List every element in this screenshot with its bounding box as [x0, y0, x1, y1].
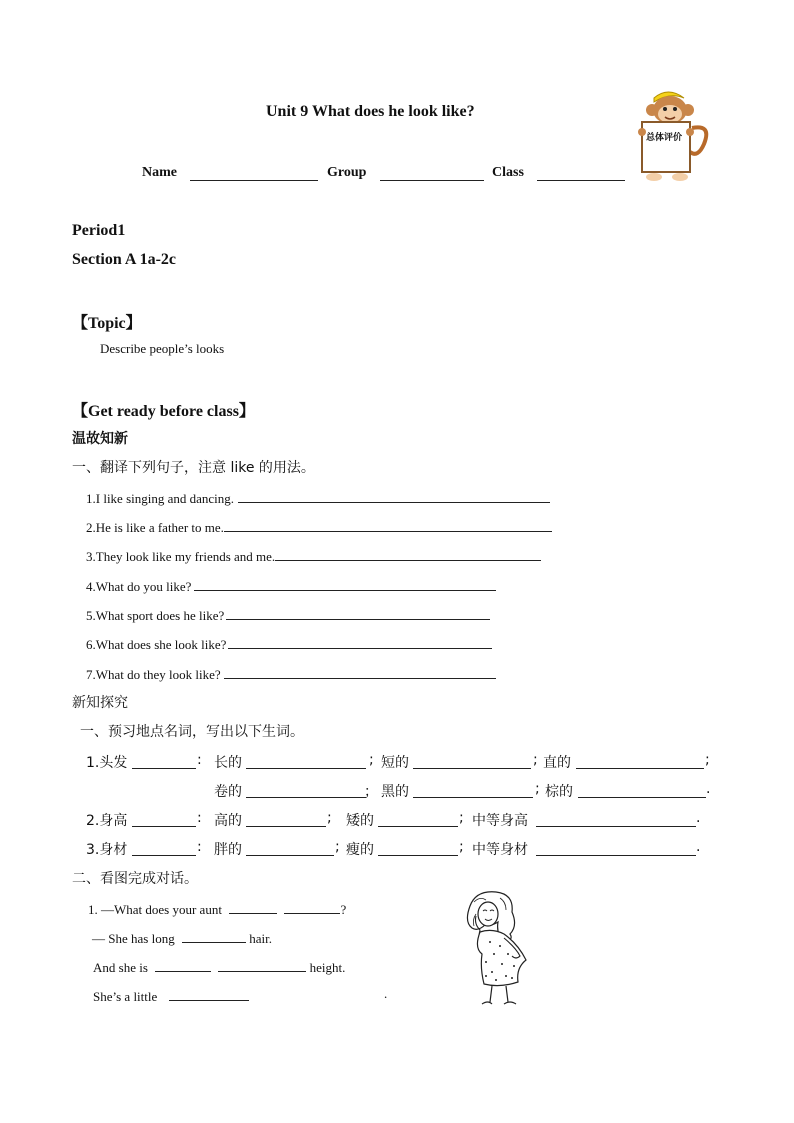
woman-illustration	[456, 888, 540, 1012]
separator: ;	[459, 810, 464, 826]
section-heading: Section A 1a-2c	[72, 251, 176, 268]
dialog-text: ?	[340, 902, 347, 917]
review-instruction: 一、翻译下列句子，注意 like 的用法。	[72, 460, 315, 476]
short-field[interactable]	[413, 754, 531, 769]
monkey-evaluation-badge	[632, 88, 712, 184]
review-heading: 温故知新	[72, 431, 128, 447]
colon: :	[197, 839, 202, 855]
group-field[interactable]	[380, 166, 484, 181]
separator: ;	[335, 839, 340, 855]
answer-field[interactable]	[275, 546, 541, 561]
page-title: Unit 9 What does he look like?	[266, 103, 475, 120]
topic-text: Describe people’s looks	[100, 341, 225, 356]
dialog-text: And she is	[93, 960, 148, 975]
woman-icon	[456, 888, 540, 1012]
answer-field[interactable]	[224, 664, 496, 679]
build-field[interactable]	[132, 841, 196, 856]
hair-field[interactable]	[132, 754, 196, 769]
sentence-7	[86, 664, 496, 683]
answer-field[interactable]	[155, 957, 211, 972]
sentence-text: 5.What sport does he like?	[86, 608, 225, 623]
curly-label: 卷的	[214, 784, 242, 800]
answer-field[interactable]	[218, 957, 306, 972]
black-field[interactable]	[413, 783, 533, 798]
sentence-text: 3.They look like my friends and me.	[86, 549, 276, 564]
tall-field[interactable]	[246, 812, 326, 827]
dialog-text: She’s a little	[93, 989, 158, 1004]
tall-label: 高的	[214, 813, 242, 829]
name-label: Name	[142, 165, 177, 180]
sentence-5	[86, 605, 490, 624]
straight-field[interactable]	[576, 754, 704, 769]
period-heading: Period1	[72, 222, 126, 239]
separator: .	[696, 839, 701, 855]
long-field[interactable]	[246, 754, 366, 769]
class-label: Class	[492, 165, 524, 180]
dialog-text: — She has long	[92, 931, 175, 946]
sentence-1	[86, 488, 550, 507]
black-label: 黑的	[381, 784, 409, 800]
thin-label: 瘦的	[346, 842, 374, 858]
sentence-text: 1.I like singing and dancing.	[86, 491, 235, 506]
dialog-text: hair.	[249, 931, 272, 946]
separator: .	[696, 810, 701, 826]
new-knowledge-instruction: 一、预习地点名词，写出以下生词。	[80, 724, 304, 740]
sentence-3	[86, 546, 541, 565]
separator: ;	[533, 752, 538, 768]
dialog-a1	[92, 928, 272, 947]
sentence-text: 7.What do they look like?	[86, 667, 221, 682]
new-knowledge-heading: 新知探究	[72, 695, 128, 711]
badge-label: 总体评价	[646, 133, 683, 143]
colon: :	[197, 752, 202, 768]
separator: .	[706, 781, 711, 797]
separator: ;	[705, 752, 710, 768]
answer-field[interactable]	[226, 605, 490, 620]
answer-field[interactable]	[224, 517, 552, 532]
medium-height-field[interactable]	[536, 812, 696, 827]
separator: ；	[364, 784, 378, 800]
dialog-q1	[88, 899, 346, 918]
dialog-a2	[93, 957, 345, 976]
sentence-4	[86, 576, 496, 595]
topic-heading: 【Topic】	[72, 315, 142, 332]
class-field[interactable]	[537, 166, 625, 181]
dialog-text: 1. —What does your aunt	[88, 902, 222, 917]
group-label: Group	[327, 165, 367, 180]
brown-field[interactable]	[578, 783, 706, 798]
height-field[interactable]	[132, 812, 196, 827]
answer-field[interactable]	[229, 899, 277, 914]
answer-field[interactable]	[284, 899, 340, 914]
build-label: 3.身材	[86, 842, 128, 858]
separator: ;	[535, 781, 540, 797]
medium-build-field[interactable]	[536, 841, 696, 856]
short-height-field[interactable]	[378, 812, 458, 827]
hair-label: 1.头发	[86, 755, 128, 771]
thin-field[interactable]	[378, 841, 458, 856]
sentence-text: 4.What do you like?	[86, 579, 192, 594]
sentence-2	[86, 517, 552, 536]
sentence-text: 6.What does she look like?	[86, 637, 227, 652]
answer-field[interactable]	[169, 986, 249, 1001]
fat-field[interactable]	[246, 841, 334, 856]
dialog-end-period: .	[384, 986, 388, 1001]
answer-field[interactable]	[194, 576, 496, 591]
answer-field[interactable]	[238, 488, 550, 503]
separator: ;	[327, 810, 332, 826]
dialog-text: height.	[309, 960, 346, 975]
name-field[interactable]	[190, 166, 318, 181]
sentence-6	[86, 634, 492, 653]
straight-label: 直的	[543, 755, 571, 771]
sentence-text: 2.He is like a father to me.	[86, 520, 224, 535]
dialog-instruction: 二、看图完成对话。	[72, 871, 198, 887]
medium-build-label: 中等身材	[472, 842, 528, 858]
colon: :	[197, 810, 202, 826]
answer-field[interactable]	[228, 634, 492, 649]
dialog-a3	[93, 986, 249, 1005]
answer-field[interactable]	[182, 928, 246, 943]
get-ready-heading: 【Get ready before class】	[72, 403, 255, 420]
fat-label: 胖的	[214, 842, 242, 858]
brown-label: 棕的	[545, 784, 573, 800]
medium-height-label: 中等身高	[472, 813, 528, 829]
curly-field[interactable]	[246, 783, 366, 798]
short-height-label: 矮的	[346, 813, 374, 829]
separator: ;	[369, 752, 374, 768]
height-label: 2.身高	[86, 813, 128, 829]
long-label: 长的	[214, 755, 242, 771]
separator: ;	[459, 839, 464, 855]
short-label: 短的	[381, 755, 409, 771]
